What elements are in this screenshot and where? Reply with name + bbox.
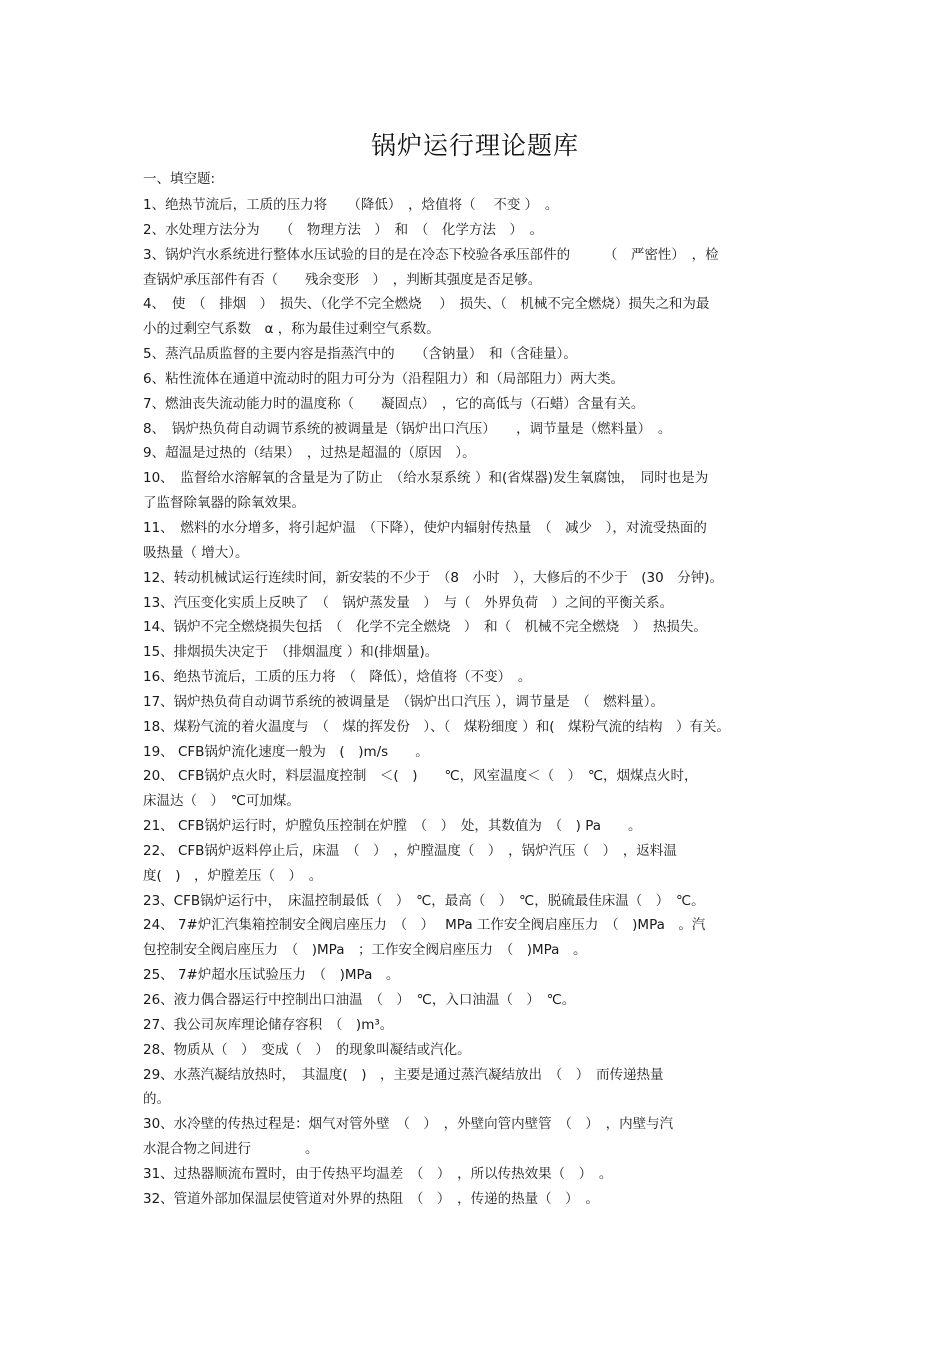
question-line: 22、 CFB锅炉返料停止后，床温 （ ） ，炉膛温度（ ） ，锅炉汽压（ ） ，返料温 (143, 842, 677, 859)
question-line: 30、水冷壁的传热过程是：烟气对管外壁 （ ） ，外壁向管内壁管 （ ） ，内壁与汽 (143, 1116, 674, 1133)
question-line: 25、 7#炉超水压试验压力 （ )MPa 。 (143, 967, 400, 984)
question-line: 28、物质从（ ） 变成（ ） 的现象叫凝结或汽化。 (143, 1041, 471, 1058)
question-line: 8、 锅炉热负荷自动调节系统的被调量是（锅炉出口汽压） ，调节量是（燃料量） 。 (143, 420, 672, 437)
question-list (143, 193, 813, 1212)
question-line: 24、 7#炉汇汽集箱控制安全阀启座压力 （ ） MPa 工作安全阀启座压力 （ )MPa 。汽 (143, 917, 706, 934)
question-line: 19、 CFB锅炉流化速度一般为 ( )m/s 。 (143, 743, 429, 760)
question-line: 5、蒸汽品质监督的主要内容是指蒸汽中的 （含钠量） 和（含硅量）。 (143, 346, 577, 363)
question-line: 26、液力偶合器运行中控制出口油温 （ ） ℃，入口油温（ ） ℃。 (143, 992, 576, 1008)
question-line: 32、管道外部加保温层使管道对外界的热阻 （ ） ，传递的热量（ ） 。 (143, 1190, 599, 1207)
question-line: 查锅炉承压部件有否（ 残余变形 ） ，判断其强度是否足够。 (143, 271, 542, 288)
question-line: 6、粘性流体在通道中流动时的阻力可分为（沿程阻力）和（局部阻力）两大类。 (143, 370, 625, 387)
question-line: 23、CFB锅炉运行中， 床温控制最低（ ） ℃，最高（ ） ℃，脱硫最佳床温（ ） ℃。 (143, 892, 705, 909)
question-line: 水混合物之间进行 。 (143, 1141, 319, 1158)
question-line: 2、水处理方法分为 （ 物理方法 ） 和 （ 化学方法 ） 。 (143, 221, 544, 238)
question-line: 7、燃油丧失流动能力时的温度称（ 凝固点） ，它的高低与（石蜡）含量有关。 (143, 395, 645, 412)
question-line: 21、 CFB锅炉运行时，炉膛负压控制在炉膛 （ ） 处，其数值为 （ ) Pa 。 (143, 818, 642, 835)
section-heading: 一、填空题: (143, 171, 216, 187)
question-line: 12、转动机械试运行连续时间，新安装的不少于 （8 小时 ），大修后的不少于 (30 分钟)。 (143, 569, 723, 586)
question-line: 了监督除氧器的除氧效果。 (143, 495, 305, 512)
question-line: 20、 CFB锅炉点火时，料层温度控制 ＜( ) ℃，风室温度＜（ ） ℃，烟煤点火时， (143, 768, 698, 785)
question-line: 18、煤粉气流的着火温度与 （ 煤的挥发份 ）、（ 煤粉细度 ）和( 煤粉气流的结构 ）有关。 (143, 718, 730, 735)
page-title: 锅炉运行理论题库 (370, 131, 579, 160)
question-line: 度( ) ，炉膛差压（ ） 。 (143, 867, 323, 884)
question-line: 11、 燃料的水分增多，将引起炉温 （下降），使炉内辐射传热量 （ 减少 ），对流受热面的 (143, 519, 707, 536)
question-line: 10、 监督给水溶解氧的含量是为了防止 （给水泵系统 ）和(省煤器)发生氧腐蚀， 同时也是为 (143, 470, 709, 487)
question-line: 小的过剩空气系数 α ，称为最佳过剩空气系数。 (143, 321, 440, 338)
question-line: 1、绝热节流后，工质的压力将 （降低） ，焓值将（ 不变 ） 。 (143, 197, 559, 213)
question-line: 3、锅炉汽水系统进行整体水压试验的目的是在冷态下校验各承压部件的 （ 严密性） ，检 (143, 246, 719, 263)
question-line: 9、超温是过热的（结果） ，过热是超温的（原因 ）。 (143, 445, 476, 462)
question-line: 的。 (143, 1091, 170, 1108)
question-line: 包控制安全阀启座压力 （ )MPa ；工作安全阀启座压力 （ )MPa 。 (143, 942, 587, 959)
question-line: 4、 使 （ 排烟 ） 损失、（化学不完全燃烧 ） 损失、（ 机械不完全燃烧）损失之和为最 (143, 296, 710, 313)
question-line: 17、锅炉热负荷自动调节系统的被调量是 （锅炉出口汽压 ），调节量是 （ 燃料量）。 (143, 693, 664, 710)
question-line: 吸热量（ 增大）。 (143, 544, 249, 561)
question-line: 14、锅炉不完全燃烧损失包括 （ 化学不完全燃烧 ） 和（ 机械不完全燃烧 ） 热损失。 (143, 619, 707, 636)
question-line: 15、排烟损失决定于 （排烟温度 ）和(排烟量)。 (143, 644, 439, 661)
question-line: 床温达（ ） ℃可加煤。 (143, 793, 300, 810)
question-line: 13、汽压变化实质上反映了 （ 锅炉蒸发量 ） 与（ 外界负荷 ）之间的平衡关系。 (143, 594, 674, 611)
question-line: 16、绝热节流后，工质的压力将 （ 降低），焓值将（不变） 。 (143, 669, 532, 686)
question-line: 31、过热器顺流布置时，由于传热平均温差 （ ） ，所以传热效果（ ） 。 (143, 1165, 613, 1182)
question-line: 27、我公司灰库理论储存容积 （ )m³。 (143, 1016, 394, 1033)
question-line: 29、水蒸汽凝结放热时， 其温度( ) ，主要是通过蒸汽凝结放出 （ ） 而传递热量 (143, 1066, 664, 1083)
